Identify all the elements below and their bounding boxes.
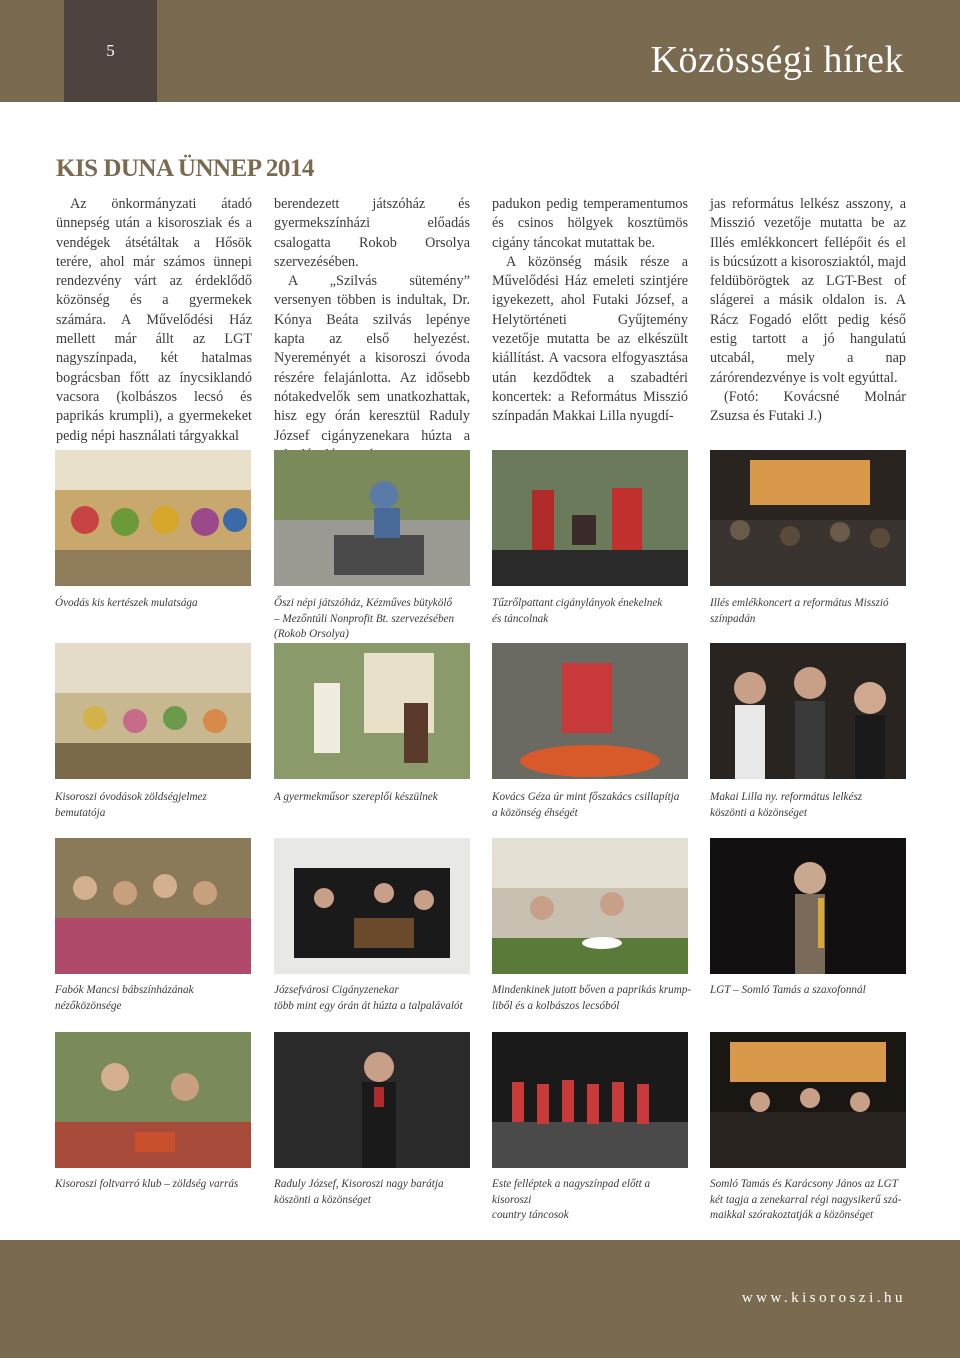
photo-puppet-audience bbox=[55, 838, 251, 974]
page-number: 5 bbox=[64, 0, 157, 102]
caption-line: – Mezőntúli Nonprofit Bt. szervezésében bbox=[274, 612, 455, 625]
photo-caption bbox=[55, 790, 255, 821]
photo-raduly-speech bbox=[274, 1032, 470, 1168]
photo-gypsy-orchestra bbox=[274, 838, 470, 974]
photo-caption bbox=[492, 596, 692, 627]
caption-line: Kisoroszi óvodások zöldségjelmez bemutatója bbox=[55, 791, 207, 819]
photo-saxophone bbox=[710, 838, 906, 974]
caption-line: a közönség éhségét bbox=[492, 806, 578, 819]
photo-kindergarten-gardeners bbox=[55, 450, 251, 586]
text-column-4 bbox=[710, 195, 906, 427]
caption-line: Mindenkinek jutott bőven a paprikás krump- bbox=[492, 984, 692, 996]
photo-pastor-greeting bbox=[710, 643, 906, 779]
photo-caption bbox=[55, 1177, 255, 1193]
caption-line: country táncosok bbox=[492, 1209, 569, 1221]
caption-line: színpadán bbox=[710, 612, 756, 625]
caption-line: köszönti a közönséget bbox=[710, 806, 807, 819]
photo-folk-playhouse bbox=[274, 450, 470, 586]
caption-line: Este felléptek a nagyszínpad előtt a kisoroszi bbox=[492, 1178, 651, 1206]
photo-caption bbox=[274, 596, 474, 643]
photo-gypsy-dancers bbox=[492, 450, 688, 586]
paragraph: Az önkormányzati átadó ünnepség után a kisorosziak és a vendégek átsétáltak a Hősök terére, ahol már számos ünnepi rendezvény várt az érdeklődő közönség és a gyermekek számára. A Művelődési Ház mellett már állt az LGT nagyszínpada, két hatalmas bográcsban főtt az ínycsiklandó vacsora (kolbászos lecsó és paprikás krumpli), a gyermekeket pedig népi használati tárgyakkal bbox=[56, 196, 252, 444]
caption-line: Somló Tamás és Karácsony János az LGT bbox=[710, 1178, 898, 1190]
text-column-3 bbox=[492, 195, 688, 427]
photo-caption bbox=[55, 983, 255, 1014]
article-title: KIS DUNA ÜNNEP 2014 bbox=[56, 155, 314, 182]
caption-line: köszönti a közönséget bbox=[274, 1193, 371, 1206]
caption-line: LGT – Somló Tamás a szaxofonnál bbox=[710, 984, 866, 996]
caption-line: Kovács Géza úr mint főszakács csillapítja bbox=[492, 791, 680, 803]
section-title: Közösségi hírek bbox=[650, 39, 904, 81]
photo-illes-concert bbox=[710, 450, 906, 586]
caption-line: és táncolnak bbox=[492, 612, 549, 625]
caption-line: liből és a kolbászos lecsóból bbox=[492, 999, 620, 1012]
caption-line: Óvodás kis kertészek mulatsága bbox=[55, 597, 198, 609]
photo-country-dancers bbox=[492, 1032, 688, 1168]
caption-line: Józsefvárosi Cigányzenekar bbox=[274, 984, 399, 996]
caption-line: Őszi népi játszóház, Kézműves bütykölő bbox=[274, 597, 453, 609]
caption-line: két tagja a zenekarral régi nagysikerű szá- bbox=[710, 1193, 902, 1206]
caption-line: A gyermekműsor szereplői készülnek bbox=[274, 791, 438, 803]
website-url[interactable]: www.kisoroszi.hu bbox=[741, 1290, 906, 1306]
caption-line: több mint egy órán át húzta a talpalávalót bbox=[274, 999, 463, 1012]
caption-line: nézőközönsége bbox=[55, 999, 122, 1012]
caption-line: Raduly József, Kisoroszi nagy barátja bbox=[274, 1178, 444, 1190]
photo-patchwork-club bbox=[55, 1032, 251, 1168]
paragraph: berendezett játszóház és gyermekszínházi előadás csalogatta Rokob Orsolya szervezésében. bbox=[274, 196, 470, 270]
photo-caption bbox=[492, 983, 692, 1014]
caption-line: (Rokob Orsolya) bbox=[274, 628, 349, 640]
photo-head-chef bbox=[492, 643, 688, 779]
paragraph: jas református lelkész asszony, a Misszió vezetője mutatta be az Illés emlékkoncert fellépőit és el is búcsúzott a kisorosziaktól, majd feldübörögtek az LGT-Best of slágerei a másik oldalon is. A Rácz Fogadó előtt pedig késő estig tartott a jó hangulatú utcabál, mely a nap zárórendezvénye is volt egyúttal. bbox=[710, 196, 906, 386]
photo-lgt-band bbox=[710, 1032, 906, 1168]
paragraph: padukon pedig temperamentumos és csinos hölgyek kosztümös cigány táncokat mutattak be. bbox=[492, 196, 688, 251]
caption-line: maikkal szórakoztatják a közönséget bbox=[710, 1209, 874, 1221]
photo-caption bbox=[710, 983, 910, 999]
caption-line: Fabók Mancsi bábszínházának bbox=[55, 984, 194, 996]
paragraph: A „Szilvás sütemény” versenyen többen is indultak, Dr. Kónya Beáta szilvás lepénye kapta az első helyezést. Nyereményét a kisoroszi óvoda részére felajánlotta. Az idősebb nótakedvelők sem unatkozhattak, hisz egy órán keresztül Raduly József cigányzenekara húzta a bbox=[274, 273, 470, 444]
photo-children-show-cast bbox=[274, 643, 470, 779]
photo-caption bbox=[274, 1177, 474, 1208]
caption-line: Kisoroszi foltvarró klub – zöldség varrás bbox=[55, 1178, 239, 1190]
photo-caption bbox=[710, 790, 910, 821]
photo-credit: (Fotó: Kovácsné Molnár Zsuzsa és Futaki J.) bbox=[710, 388, 906, 425]
photo-caption bbox=[710, 596, 910, 627]
photo-caption bbox=[55, 596, 255, 612]
photo-caption bbox=[274, 983, 474, 1014]
caption-line: Makai Lilla ny. református lelkész bbox=[710, 791, 863, 803]
photo-vegetable-costumes bbox=[55, 643, 251, 779]
caption-line: Tűzrőlpattant cigánylányok énekelnek bbox=[492, 597, 663, 609]
photo-caption bbox=[274, 790, 474, 806]
photo-food-serving bbox=[492, 838, 688, 974]
paragraph: A közönség másik része a Művelődési Ház emeleti szintjére igyekezett, ahol Futaki József, a Helytörténeti Gyűjtemény vezetője mutatta be az elkészült kiállítást. A vacsora elfogyasztása után kezdődtek a szabadtéri koncertek: a Református Misszió színpadán Makkai Lilla nyugdí- bbox=[492, 253, 688, 425]
caption-line: Illés emlékkoncert a református Misszió bbox=[710, 597, 889, 609]
photo-caption bbox=[492, 790, 692, 821]
photo-caption bbox=[710, 1177, 910, 1224]
text-column-1 bbox=[56, 195, 252, 446]
text-column-2 bbox=[274, 195, 470, 465]
photo-caption bbox=[492, 1177, 692, 1224]
